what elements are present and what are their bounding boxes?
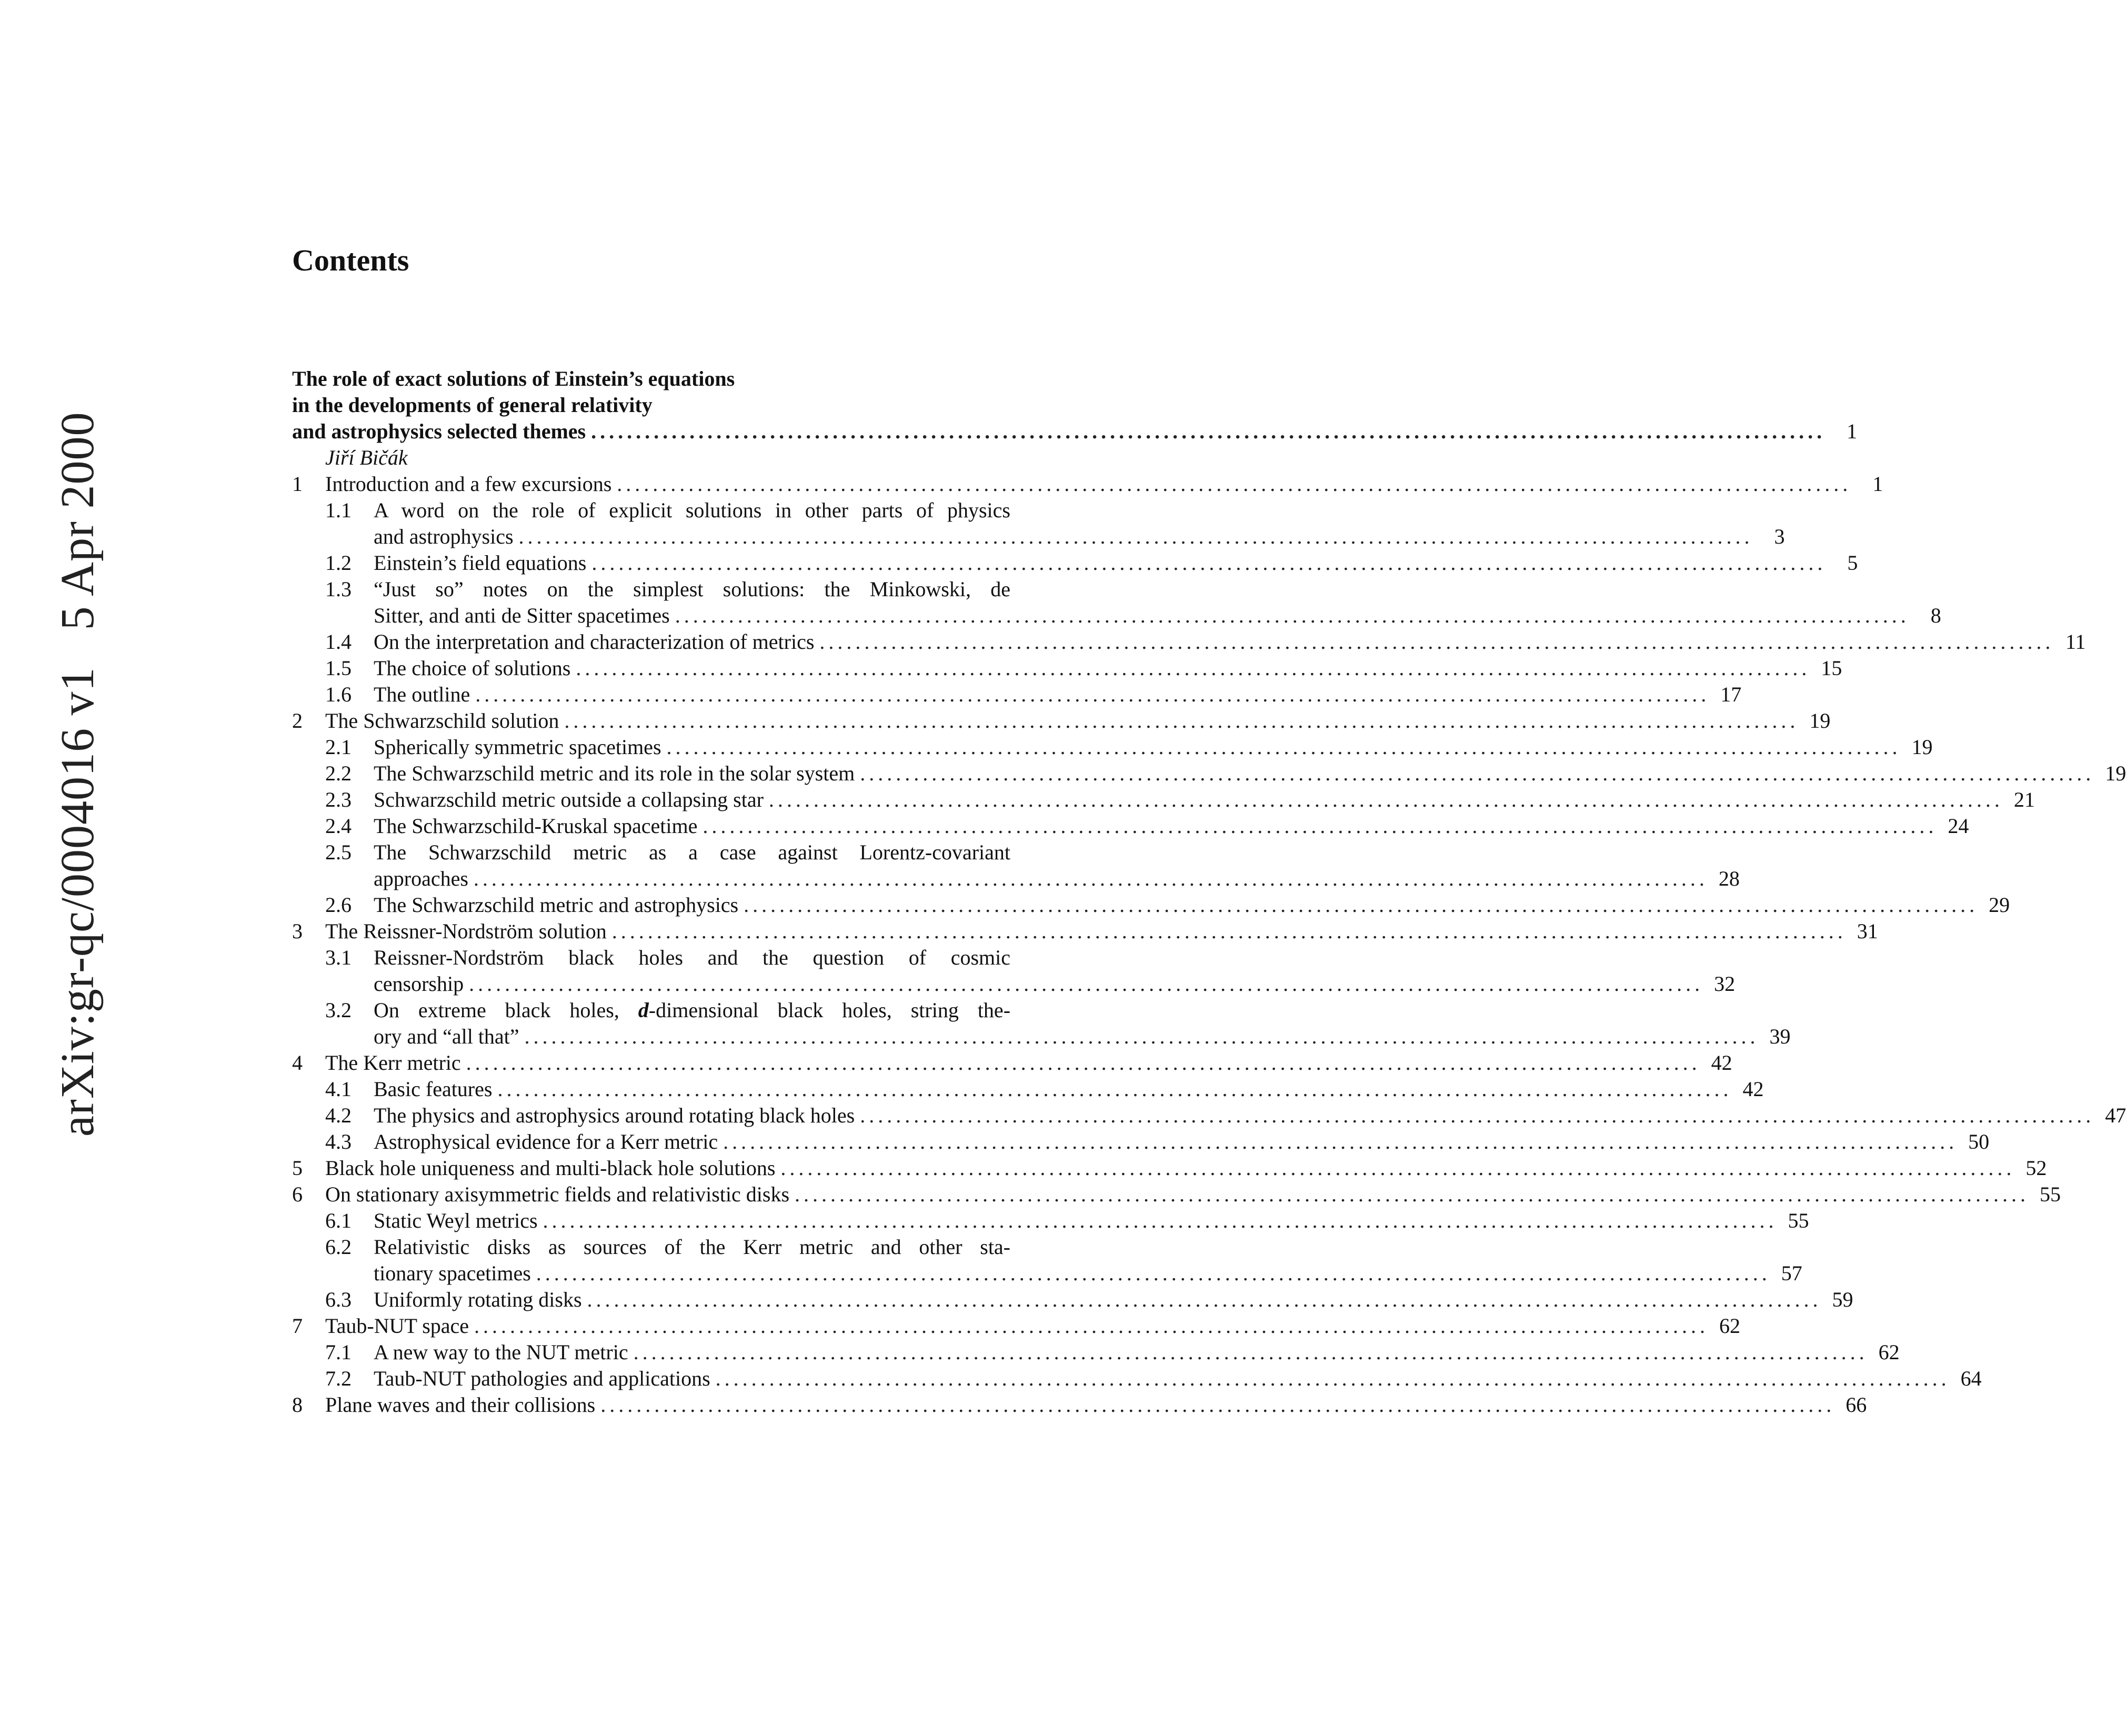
section-title: A new way to the NUT metric: [374, 1340, 628, 1364]
dot-leader: ..........................................................................................................................................: [715, 1367, 1950, 1390]
section-number: 4.2: [325, 1103, 352, 1127]
dot-leader: ..........................................................................................................................................: [703, 814, 1938, 838]
dot-leader: ..........................................................................................................................................: [473, 867, 1708, 890]
section-number: 4: [292, 1051, 303, 1075]
section-title: The Reissner-Nordström solution: [325, 919, 607, 943]
dot-leader: ..........................................................................................................................................: [675, 604, 1910, 627]
author-name: Jiří Bičák: [325, 446, 408, 469]
dot-leader: ..........................................................................................................................................: [617, 472, 1852, 496]
section-4-entry[interactable]: [292, 1050, 1732, 1076]
section-4-2-entry[interactable]: [292, 1102, 2126, 1129]
section-page: 62: [1878, 1340, 1900, 1364]
section-title: Introduction and a few excursions: [325, 472, 612, 496]
section-page: 21: [2013, 788, 2035, 811]
section-page: 24: [1948, 814, 1969, 838]
section-number: 4.3: [325, 1130, 352, 1153]
dot-leader: ..........................................................................................................................................: [666, 735, 1901, 759]
section-6-3-entry[interactable]: [292, 1287, 1853, 1313]
section-title-continued: ory and “all that”: [374, 1025, 519, 1048]
section-title: The outline: [374, 683, 470, 706]
arxiv-id: arXiv:gr-qc/0004016 v1: [52, 667, 104, 1137]
section-number: 6.3: [325, 1288, 352, 1311]
section-page: 50: [1968, 1130, 1990, 1153]
section-title: Plane waves and their collisions: [325, 1393, 596, 1417]
section-number: 1.5: [325, 656, 352, 680]
section-title-continued: and astrophysics: [374, 525, 514, 548]
section-page: 47: [2105, 1103, 2126, 1127]
page-title: Contents: [292, 243, 409, 277]
section-number: 1.3: [325, 577, 352, 601]
section-7-entry[interactable]: [292, 1313, 1741, 1339]
section-number: 1.1: [325, 498, 352, 522]
section-title: The physics and astrophysics around rotating black holes: [374, 1103, 855, 1127]
section-page: 55: [2040, 1182, 2061, 1206]
dot-leader: ..........................................................................................................................................: [587, 1288, 1822, 1311]
section-3-2-entry-continued[interactable]: [292, 1023, 1791, 1050]
section-8-entry[interactable]: [292, 1392, 1867, 1418]
section-number: 4.1: [325, 1077, 352, 1101]
section-4-3-entry[interactable]: [292, 1129, 1990, 1155]
section-7-2-entry[interactable]: [292, 1366, 1982, 1392]
dot-leader: ..........................................................................................................................................: [536, 1261, 1771, 1285]
section-title: On extreme black holes, d-dimensional black holes, string the-: [374, 998, 1011, 1022]
section-title: The Schwarzschild metric and astrophysics: [374, 893, 739, 917]
section-title: The Schwarzschild solution: [325, 709, 559, 732]
section-list: [292, 471, 2126, 1418]
section-4-1-entry[interactable]: [292, 1076, 1764, 1102]
section-page: 32: [1714, 972, 1736, 996]
section-title: Basic features: [374, 1077, 493, 1101]
section-page: 66: [1846, 1393, 1867, 1417]
section-2-5-entry-continued[interactable]: [292, 866, 1740, 892]
section-page: 1: [1872, 472, 1883, 496]
section-1-1-entry[interactable]: [292, 497, 1010, 524]
section-page: 28: [1718, 867, 1740, 890]
section-title: Spherically symmetric spacetimes: [374, 735, 661, 759]
section-number: 2.3: [325, 788, 352, 811]
chapter-title-line-3[interactable]: [292, 418, 1858, 445]
section-number: 3.2: [325, 998, 352, 1022]
section-title: The Kerr metric: [325, 1051, 461, 1075]
dot-leader: ..........................................................................................................................................: [576, 656, 1811, 680]
dot-leader: ..........................................................................................................................................: [591, 551, 1827, 575]
dot-leader: ..........................................................................................................................................: [475, 683, 1710, 706]
section-page: 31: [1857, 919, 1878, 943]
table-of-contents: [292, 366, 2126, 1418]
section-number: 7.2: [325, 1367, 352, 1390]
section-page: 17: [1720, 683, 1742, 706]
section-number: 6.1: [325, 1209, 352, 1232]
section-title: On the interpretation and characterization of metrics: [374, 630, 815, 654]
section-number: 1: [292, 472, 303, 496]
arxiv-stamp: [46, 412, 109, 1137]
section-number: 2.4: [325, 814, 352, 838]
section-number: 1.4: [325, 630, 352, 654]
section-page: 3: [1774, 525, 1785, 548]
dot-leader: ..........................................................................................................................................: [611, 919, 1847, 943]
section-title: Astrophysical evidence for a Kerr metric: [374, 1130, 718, 1153]
section-number: 7.1: [325, 1340, 352, 1364]
section-title-continued: Sitter, and anti de Sitter spacetimes: [374, 604, 670, 627]
section-1-3-entry-continued[interactable]: [292, 603, 1941, 629]
section-title: On stationary axisymmetric fields and relativistic disks: [325, 1182, 790, 1206]
section-number: 8: [292, 1393, 303, 1417]
section-number: 2.1: [325, 735, 352, 759]
section-6-2-entry-continued[interactable]: [292, 1260, 1802, 1287]
dot-leader: ..........................................................................................................................................: [466, 1051, 1701, 1075]
dot-leader: ..........................................................................................................................................: [795, 1182, 2030, 1206]
section-title-continued: approaches: [374, 867, 468, 890]
section-number: 3.1: [325, 946, 352, 969]
chapter-title-text-2: in the developments of general relativity: [292, 393, 653, 417]
section-3-entry[interactable]: [292, 918, 1878, 945]
dot-leader: ..........................................................................................................................................: [768, 788, 2003, 811]
dot-leader: ..........................................................................................................................................: [633, 1340, 1868, 1364]
section-title: A word on the role of explicit solutions in other parts of physics: [374, 498, 1010, 522]
section-2-entry[interactable]: [292, 708, 1831, 734]
section-number: 2: [292, 709, 303, 732]
section-title: Uniformly rotating disks: [374, 1288, 582, 1311]
section-page: 62: [1719, 1314, 1741, 1338]
section-page: 59: [1832, 1288, 1853, 1311]
section-page: 52: [2025, 1156, 2047, 1180]
section-2-1-entry[interactable]: [292, 734, 1933, 760]
section-page: 19: [1911, 735, 1933, 759]
section-number: 6.2: [325, 1235, 352, 1259]
section-number: 2.2: [325, 761, 352, 785]
dot-leader: ..........................................................................................................................................: [860, 1103, 2095, 1127]
dot-leader: ..........................................................................................................................................: [497, 1077, 1732, 1101]
dot-leader: ..........................................................................................................................................: [518, 525, 1753, 548]
section-number: 5: [292, 1156, 303, 1180]
chapter-title-line-1: [292, 366, 1010, 392]
section-title: Reissner-Nordström black holes and the question of cosmic: [374, 946, 1010, 969]
section-title-continued: censorship: [374, 972, 464, 996]
section-page: 11: [2065, 630, 2086, 654]
section-number: 6: [292, 1182, 303, 1206]
section-number: 2.6: [325, 893, 352, 917]
section-3-1-entry[interactable]: [292, 945, 1010, 971]
section-1-6-entry[interactable]: [292, 681, 1742, 708]
section-number: 7: [292, 1314, 303, 1338]
section-6-1-entry[interactable]: [292, 1208, 1809, 1234]
section-title: “Just so” notes on the simplest solutions: the Minkowski, de: [374, 577, 1010, 601]
section-number: 3: [292, 919, 303, 943]
section-6-entry[interactable]: [292, 1181, 2061, 1208]
dot-leader: ..........................................................................................................................................: [860, 761, 2095, 785]
section-page: 42: [1711, 1051, 1732, 1075]
section-2-3-entry[interactable]: [292, 787, 2035, 813]
section-page: 19: [2105, 761, 2126, 785]
dot-leader: ..........................................................................................................................................: [564, 709, 1799, 732]
section-title: Static Weyl metrics: [374, 1209, 538, 1232]
section-number: 1.2: [325, 551, 352, 575]
section-title-continued: tionary spacetimes: [374, 1261, 531, 1285]
section-title: Einstein’s field equations: [374, 551, 587, 575]
dot-leader: ..........................................................................................................................................: [591, 419, 1826, 443]
section-page: 29: [1989, 893, 2010, 917]
section-title: The choice of solutions: [374, 656, 571, 680]
dot-leader: ..........................................................................................................................................: [819, 630, 2054, 654]
section-2-4-entry[interactable]: [292, 813, 1969, 839]
section-title: Taub-NUT pathologies and applications: [374, 1367, 710, 1390]
section-1-3-entry[interactable]: [292, 576, 1010, 603]
section-2-2-entry[interactable]: [292, 760, 2126, 787]
section-1-5-entry[interactable]: [292, 655, 1842, 681]
section-page: 19: [1809, 709, 1831, 732]
section-page: 42: [1742, 1077, 1764, 1101]
section-1-4-entry[interactable]: [292, 629, 2086, 655]
section-title: The Schwarzschild metric and its role in the solar system: [374, 761, 855, 785]
section-page: 55: [1788, 1209, 1809, 1232]
section-number: 2.5: [325, 840, 352, 864]
dot-leader: ..........................................................................................................................................: [600, 1393, 1836, 1417]
section-title: Taub-NUT space: [325, 1314, 469, 1338]
chapter-title-line-2: [292, 392, 1010, 418]
section-page: 39: [1769, 1025, 1791, 1048]
section-1-1-entry-continued[interactable]: [292, 524, 1785, 550]
dot-leader: ..........................................................................................................................................: [744, 893, 1979, 917]
section-1-entry[interactable]: [292, 471, 1883, 497]
section-2-6-entry[interactable]: [292, 892, 2010, 918]
section-page: 57: [1781, 1261, 1802, 1285]
chapter-author: [292, 445, 1010, 471]
section-title: The Schwarzschild metric as a case against Lorentz-covariant: [374, 840, 1010, 864]
section-6-2-entry[interactable]: [292, 1234, 1010, 1260]
section-3-2-entry[interactable]: [292, 997, 1010, 1023]
arxiv-date: 5 Apr 2000: [52, 412, 104, 630]
chapter-page: 1: [1847, 419, 1858, 443]
section-3-1-entry-continued[interactable]: [292, 971, 1736, 997]
chapter-title-text-3: and astrophysics selected themes: [292, 419, 586, 443]
section-title: Relativistic disks as sources of the Kerr metric and other sta-: [374, 1235, 1010, 1259]
chapter-title-text-1: The role of exact solutions of Einstein’s equations: [292, 367, 735, 390]
section-title: Black hole uniqueness and multi-black hole solutions: [325, 1156, 776, 1180]
section-page: 8: [1930, 604, 1941, 627]
section-page: 64: [1960, 1367, 1982, 1390]
section-page: 15: [1821, 656, 1842, 680]
section-title: Schwarzschild metric outside a collapsing star: [374, 788, 764, 811]
dot-leader: ..........................................................................................................................................: [524, 1025, 1759, 1048]
section-2-5-entry[interactable]: [292, 839, 1010, 866]
dot-leader: ..........................................................................................................................................: [780, 1156, 2015, 1180]
section-5-entry[interactable]: [292, 1155, 2047, 1181]
section-number: 1.6: [325, 683, 352, 706]
dot-leader: ..........................................................................................................................................: [474, 1314, 1709, 1338]
section-1-2-entry[interactable]: [292, 550, 1858, 576]
section-page: 5: [1847, 551, 1858, 575]
section-7-1-entry[interactable]: [292, 1339, 1900, 1366]
dot-leader: ..........................................................................................................................................: [469, 972, 1704, 996]
dot-leader: ..........................................................................................................................................: [543, 1209, 1778, 1232]
dot-leader: ..........................................................................................................................................: [723, 1130, 1958, 1153]
section-title: The Schwarzschild-Kruskal spacetime: [374, 814, 698, 838]
